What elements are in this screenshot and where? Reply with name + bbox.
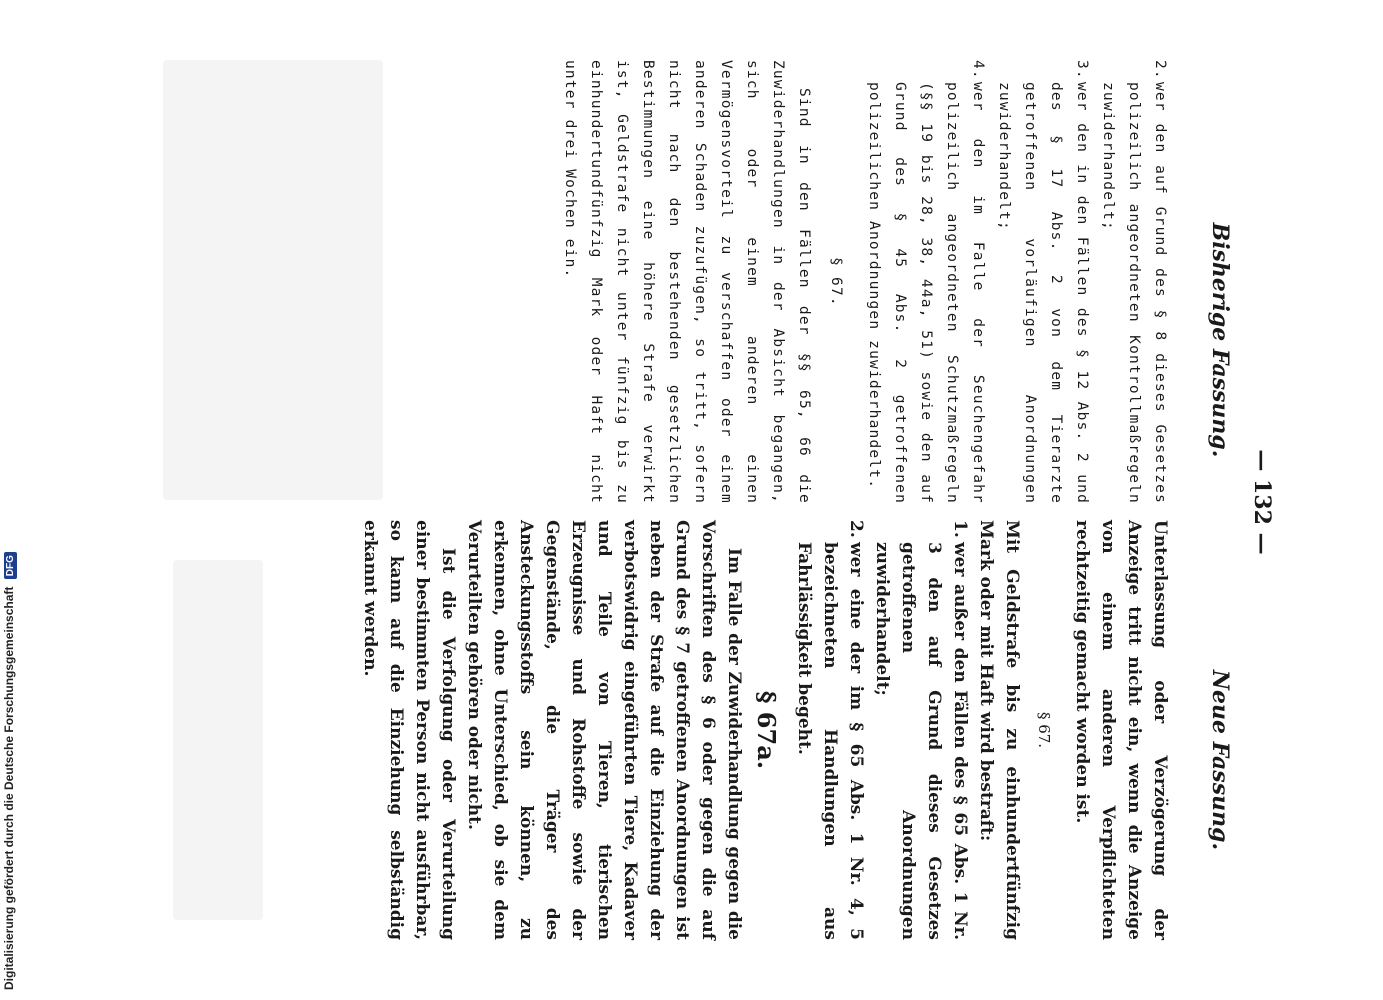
section-heading: § 67. xyxy=(828,257,844,307)
paragraph: Ist die Verfolgung oder Verurteilung einer bestimmten Person nicht ausführbar, so kann auf die Einziehung selbständig erkannt werden. xyxy=(360,520,458,940)
item-number: 4. xyxy=(970,60,986,80)
section-heading: § 67. xyxy=(1035,711,1053,749)
credit-text: Digitalisierung gefördert durch die Deutsche Forschungsgemeinschaft xyxy=(2,586,16,990)
item-number: 2. xyxy=(846,520,866,538)
item-number: 1. xyxy=(950,520,970,538)
item-text: wer eine der im § 65 Abs. 1 Nr. 4, 5 bezeichneten Handlungen aus Fahrlässigkeit begeht. xyxy=(794,542,866,940)
item-text: wer außer den Fällen des § 65 Abs. 1 Nr. 3 den auf Grund dieses Gesetzes getroffenen Anordnungen zuwiderhandelt; xyxy=(872,542,970,940)
paragraph: Im Falle der Zuwiderhandlung gegen die Vorschriften des § 6 oder gegen die auf Grund des § 7 getroffenen Anordnungen ist neben der Strafe auf die Einziehung der verbotswidrig eingeführten Tiere, Kadaver und Teile von Tieren, tierischen Erzeugnisse und Rohstoffe sowie der Gegenstände, die Träger des Ansteckungsstoffs sein können, zu erkennen, ohne Unterschied, ob sie dem Verurteilten gehören oder nicht. xyxy=(464,520,744,940)
intro-paragraph: Unterlassung oder Verzögerung der Anzeige tritt nicht ein, wenn die Anzeige von einem anderen Verpflichteten rechtzeitig gemacht worden ist. xyxy=(1072,520,1170,940)
item-text: wer den auf Grund des § 8 dieses Gesetzes polizeilich angeordneten Kontrollmaßregeln zuwiderhandelt; xyxy=(1100,82,1168,504)
left-column xyxy=(557,60,1173,504)
list-item xyxy=(869,520,973,940)
right-column-heading: Neue Fassung. xyxy=(1207,669,1233,851)
list-item xyxy=(1095,60,1173,504)
left-column-heading: Bisherige Fassung. xyxy=(1207,222,1233,458)
item-text: wer den in den Fällen des § 12 Abs. 2 und des § 17 Abs. 2 von dem Tierarzte getroffenen vorläufigen Anordnungen zuwiderhandelt; xyxy=(996,82,1090,504)
item-number: 2. xyxy=(1152,60,1168,80)
paragraph: Sind in den Fällen der §§ 65, 66 die Zuwiderhandlungen in der Absicht begangen, sich oder einem anderen einen Vermögensvorteil zu verschaffen oder einem anderen Schaden zuzufügen, so tritt, sofern nicht nach den bestehenden gesetzlichen Bestimmungen eine höhere Strafe verwirkt ist, Geldstrafe nicht unter fünfzig bis zu einhundertundfünfzig Mark oder Haft nicht unter drei Wochen ein. xyxy=(562,60,812,504)
item-number: 3. xyxy=(1074,60,1090,80)
list-item xyxy=(791,520,869,940)
list-item xyxy=(991,60,1095,504)
page-number: — 132 — xyxy=(1249,449,1275,555)
list-item xyxy=(861,60,991,504)
item-text: wer den im Falle der Seuchengefahr polizeilich angeordneten Schutzmaßregeln (§§ 19 bis 28, 38, 44a, 51) sowie den auf Grund des § 45 Abs. 2 getroffenen polizeilichen Anordnungen zuwiderhandelt. xyxy=(866,82,986,504)
dfg-logo: DFG xyxy=(4,552,17,579)
section-heading: § 67a. xyxy=(752,690,781,770)
lead-paragraph: Mit Geldstrafe bis zu einhundertfünfzig Mark oder mit Haft wird bestraft: xyxy=(976,520,1022,940)
right-column xyxy=(357,520,1173,940)
